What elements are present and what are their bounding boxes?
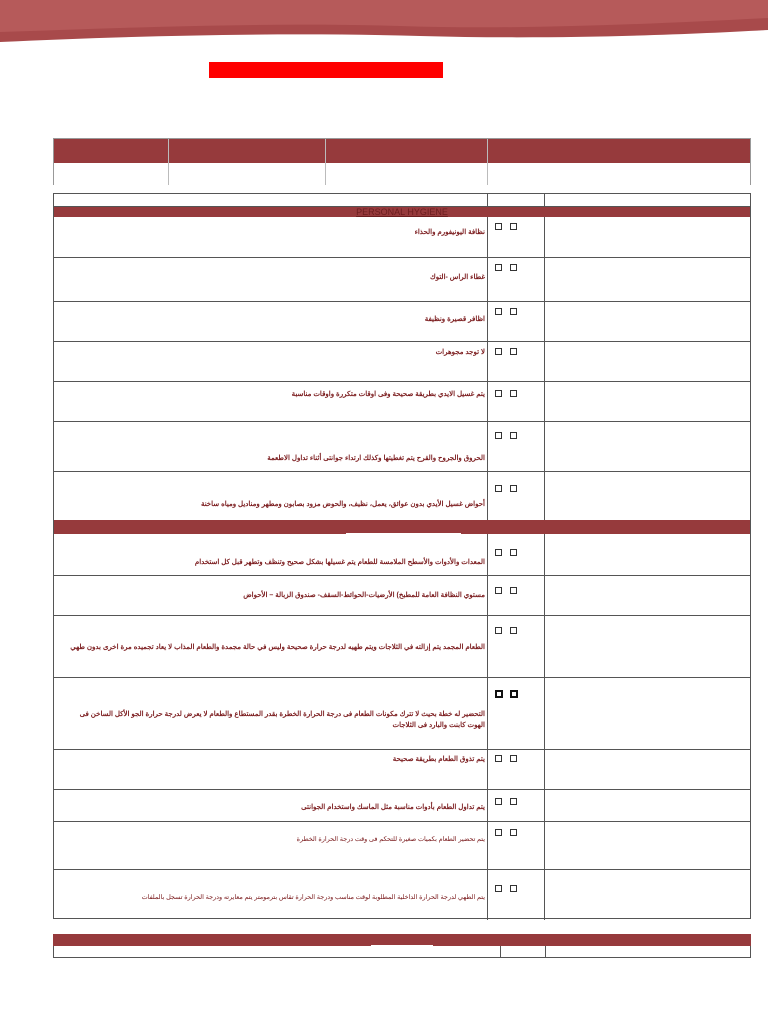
notes-cell[interactable] <box>545 616 750 677</box>
no-checkbox[interactable] <box>510 549 517 556</box>
checklist-item-row <box>54 472 750 520</box>
section-title: PERSONAL HYGIENE <box>356 207 448 217</box>
column-divider <box>544 194 545 206</box>
column-divider <box>487 472 488 520</box>
yes-checkbox[interactable] <box>495 308 502 315</box>
header-input-cell[interactable] <box>169 163 326 185</box>
no-checkbox[interactable] <box>510 308 517 315</box>
no-checkbox[interactable] <box>510 485 517 492</box>
notes-cell[interactable] <box>545 822 750 869</box>
no-checkbox[interactable] <box>510 348 517 355</box>
column-divider <box>487 870 488 920</box>
checklist-item-text: مستوي النظافة العامة للمطبخ) الأرضيات-الحوائط-السقف- صندوق الزبالة – الأحواض <box>243 592 485 599</box>
no-checkbox[interactable] <box>510 432 517 439</box>
header-input-cell[interactable] <box>488 163 750 185</box>
header-input-cell[interactable] <box>54 163 169 185</box>
checklist-item-text: يتم غسيل الايدي بطريقة صحيحة وفى اوقات متكررة واوقات مناسبة <box>291 391 485 398</box>
checklist-item-row <box>54 750 750 790</box>
checklist-item-text: الحروق والجروح والقرح يتم تغطيتها وكذلك ارتداء جوانتى أثناء تداول الاطعمة <box>267 455 485 462</box>
notes-cell[interactable] <box>545 258 750 301</box>
header-cell <box>488 139 750 163</box>
checklist-item-row <box>54 790 750 822</box>
column-divider <box>545 946 546 957</box>
column-divider <box>487 822 488 869</box>
notes-cell[interactable] <box>545 576 750 615</box>
checklist-item-row <box>54 576 750 616</box>
checklist-item-row <box>54 342 750 382</box>
checklist-item-row <box>54 678 750 750</box>
notes-cell[interactable] <box>545 790 750 821</box>
header-cell <box>169 139 326 163</box>
checklist-item-row <box>54 616 750 678</box>
header-cell <box>326 139 488 163</box>
checklist-item-text: اظافر قصيرة ونظيفة <box>424 316 485 323</box>
checklist-item-row <box>54 422 750 472</box>
checklist-item-text: يتم تحضير الطعام بكميات صغيرة للتحكم فى وقت درجة الحرارة الخطرة <box>296 836 485 843</box>
checklist-item-text: نظافة اليونيفورم والحذاء <box>414 229 485 236</box>
notes-cell[interactable] <box>545 534 750 575</box>
yes-checkbox[interactable] <box>495 587 502 594</box>
header-input-cell[interactable] <box>326 163 488 185</box>
column-divider <box>487 302 488 341</box>
checklist-item-row <box>54 382 750 422</box>
checklist-item-text: يتم الطهي لدرجة الحرارة الداخلية المطلوبة لوقت مناسب ودرجة الحرارة تقاس بترمومتر يتم معايرته ودرجة الحرارة تسجل بالملفات <box>141 894 485 901</box>
yes-checkbox[interactable] <box>495 690 503 698</box>
yes-checkbox[interactable] <box>495 264 502 271</box>
checklist-item-text: الطعام المجمد يتم إزالته في الثلاجات ويتم طهيه لدرجة حرارة صحيحة وليس في حالة مجمدة والطعام المذاب لا يعاد تجميده مرة اخرى بدون طهي <box>70 644 485 651</box>
checklist-item-text: يتم تذوق الطعام بطريقة صحيحة <box>392 756 485 763</box>
header-info-table <box>53 138 751 185</box>
notes-cell[interactable] <box>545 342 750 381</box>
column-divider <box>487 678 488 749</box>
no-checkbox[interactable] <box>510 264 517 271</box>
column-divider <box>487 194 488 206</box>
next-section-row <box>53 946 751 958</box>
column-divider <box>487 534 488 575</box>
no-checkbox[interactable] <box>510 223 517 230</box>
no-checkbox[interactable] <box>510 798 517 805</box>
yes-checkbox[interactable] <box>495 223 502 230</box>
notes-cell[interactable] <box>545 422 750 471</box>
yes-checkbox[interactable] <box>495 485 502 492</box>
checklist-item-text: التحضير له خطة بحيث لا تترك مكونات الطعام فى درجة الحرارة الخطرة بقدر المستطاع والطعام لا يعرض لدرجة حرارة الجو الأكل الساخن فى الهوت كابنت والبارد فى الثلاجات <box>79 711 485 729</box>
checklist-item-row <box>54 870 750 920</box>
header-cell <box>54 139 169 163</box>
header-wave-decoration <box>0 0 768 48</box>
checklist-item-text: المعدات والأدوات والأسطح الملامسة للطعام يتم غسيلها بشكل صحيح وتنظف وتطهر قبل كل استخدام <box>194 559 485 566</box>
column-divider <box>487 422 488 471</box>
yes-checkbox[interactable] <box>495 348 502 355</box>
header-info-row-bottom <box>54 163 750 185</box>
notes-cell[interactable] <box>545 302 750 341</box>
column-divider <box>487 750 488 789</box>
yes-checkbox[interactable] <box>495 885 502 892</box>
no-checkbox[interactable] <box>510 755 517 762</box>
checklist-table <box>53 193 751 919</box>
column-divider <box>487 342 488 381</box>
yes-checkbox[interactable] <box>495 755 502 762</box>
yes-checkbox[interactable] <box>495 829 502 836</box>
checklist-item-row <box>54 217 750 258</box>
no-checkbox[interactable] <box>510 829 517 836</box>
yes-checkbox[interactable] <box>495 549 502 556</box>
yes-checkbox[interactable] <box>495 432 502 439</box>
checklist-item-text: يتم تداول الطعام بأدوات مناسبة مثل الماسك واستخدام الجوانتى <box>301 804 485 811</box>
checklist-item-row <box>54 534 750 576</box>
checklist-item-text: غطاء الراس -التوك <box>429 274 485 281</box>
column-divider <box>487 217 488 257</box>
column-divider <box>500 946 501 957</box>
notes-cell[interactable] <box>545 382 750 421</box>
no-checkbox[interactable] <box>510 587 517 594</box>
notes-cell[interactable] <box>545 870 750 920</box>
notes-cell[interactable] <box>545 472 750 520</box>
no-checkbox[interactable] <box>510 390 517 397</box>
no-checkbox[interactable] <box>510 885 517 892</box>
column-divider <box>487 576 488 615</box>
section-bar-food-handling <box>54 520 750 534</box>
yes-checkbox[interactable] <box>495 627 502 634</box>
checklist-item-row <box>54 302 750 342</box>
checklist-item-text: لا توجد مجوهرات <box>435 349 485 356</box>
checklist-item-row <box>54 258 750 302</box>
no-checkbox[interactable] <box>510 690 518 698</box>
title-banner <box>209 62 443 78</box>
column-divider <box>487 258 488 301</box>
checklist-column-header <box>54 194 750 207</box>
notes-cell[interactable] <box>545 750 750 789</box>
checklist-item-row <box>54 822 750 870</box>
no-checkbox[interactable] <box>510 627 517 634</box>
header-info-row-top <box>54 139 750 163</box>
checklist-item-text: أحواض غسيل الأيدي بدون عوائق، يعمل، نظيف، والحوض مزود بصابون ومطهر ومناديل ومياه ساخنة <box>200 501 485 508</box>
notes-cell[interactable] <box>545 217 750 257</box>
column-divider <box>487 616 488 677</box>
notes-cell[interactable] <box>545 678 750 749</box>
column-divider <box>487 790 488 821</box>
yes-checkbox[interactable] <box>495 798 502 805</box>
section-bar-next <box>53 934 751 946</box>
column-divider <box>487 382 488 421</box>
yes-checkbox[interactable] <box>495 390 502 397</box>
